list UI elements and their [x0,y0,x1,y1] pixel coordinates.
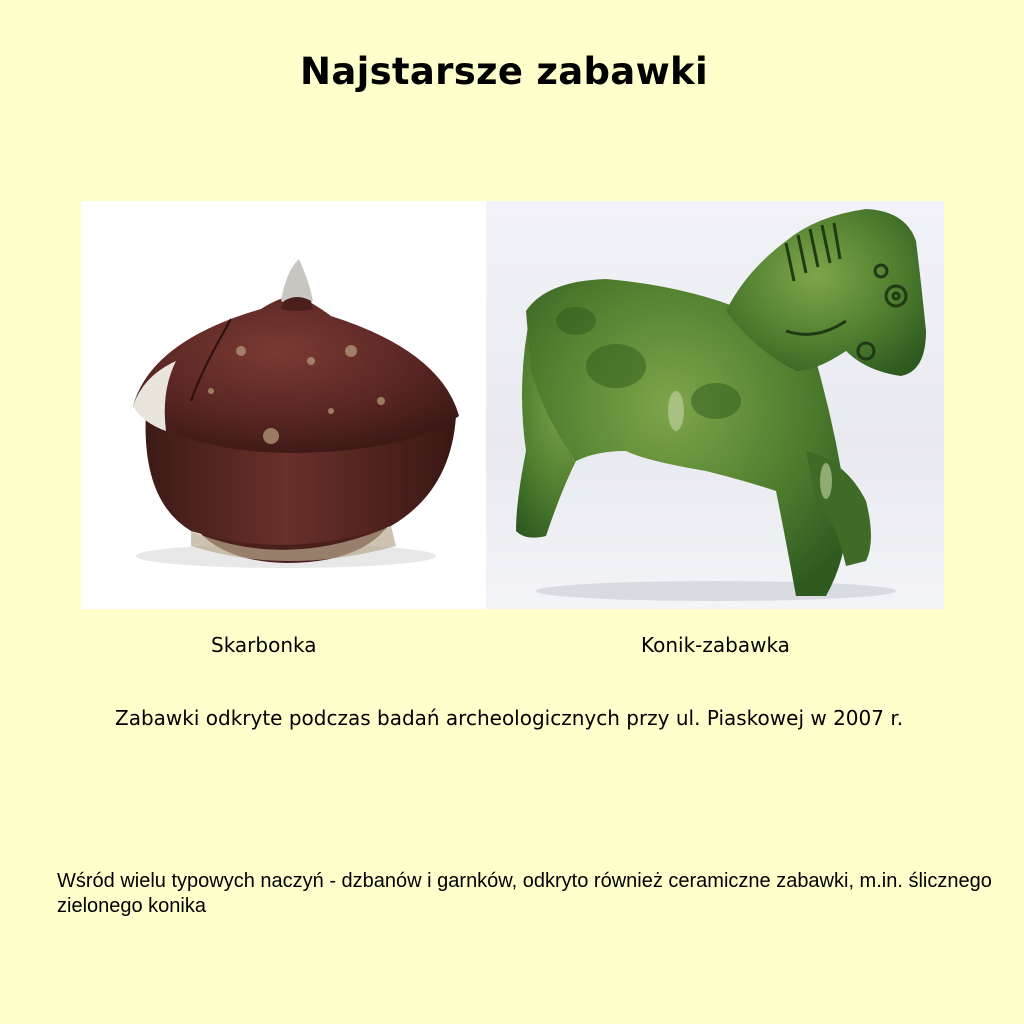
horse-toy-caption: Konik-zabawka [641,633,790,657]
slide-title: Najstarsze zabawki [300,50,708,93]
excavation-note: Zabawki odkryte podczas badań archeologicznych przy ul. Piaskowej w 2007 r. [115,706,904,730]
description-text: Wśród wielu typowych naczyń - dzbanów i garnków, odkryto również ceramiczne zabawki, m.in. ślicznego zielonego konika [57,870,992,917]
piggy-bank-photo [81,201,486,609]
piggy-bank-caption: Skarbonka [211,633,317,657]
horse-toy-photo [486,201,944,609]
